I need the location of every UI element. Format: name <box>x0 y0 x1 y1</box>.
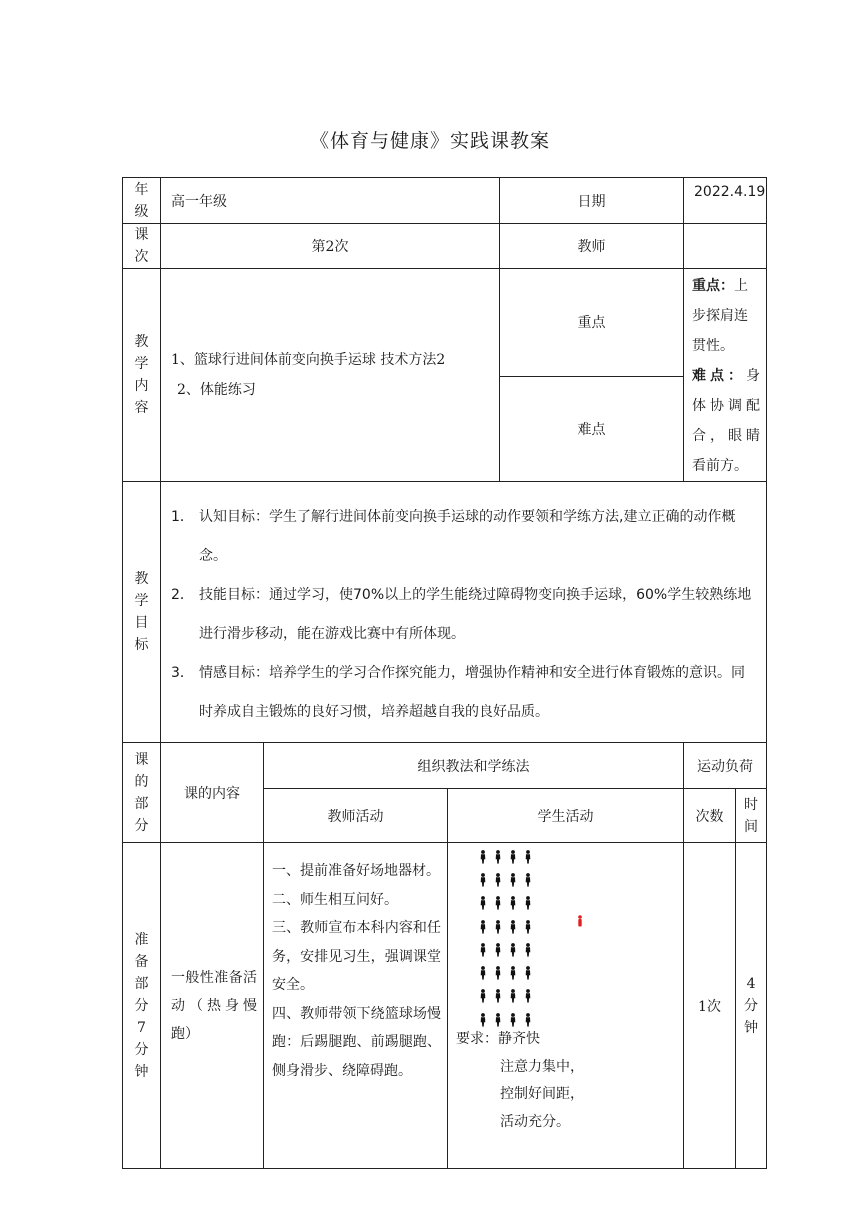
teacher-step: 二、师生相互问好。 <box>272 891 398 908</box>
student-figure-icon <box>523 873 533 887</box>
student-figure-icon <box>478 896 488 910</box>
student-figure-icon <box>478 850 488 864</box>
student-figure-icon <box>493 896 503 910</box>
lesson-value: 第2次 <box>161 224 500 269</box>
student-figure-icon <box>478 920 488 934</box>
requirement-item: 注意力集中， <box>500 1058 584 1075</box>
teacher-step: 四、教师带领下绕篮球场慢跑：后踢腿跑、前踢腿跑、侧身滑步、绕障碍跑。 <box>272 1005 441 1079</box>
goals-label: 教 学 目 标 <box>123 482 161 743</box>
difficult-text: 身体协调配合，眼睛看前方。 <box>692 368 761 474</box>
formation-row <box>478 938 533 961</box>
grade-label: 年 级 <box>123 178 161 224</box>
student-figure-icon <box>508 873 518 887</box>
prep-row <box>123 843 767 1169</box>
key-difficult-text <box>684 269 767 482</box>
grade-row <box>123 178 767 224</box>
method-label: 组织教法和学练法 <box>264 743 684 789</box>
times-label: 次数 <box>684 789 736 843</box>
goals-list <box>161 482 767 743</box>
formation-row <box>478 961 533 984</box>
difficult-title: 难点： <box>692 368 747 384</box>
teacher-label: 教师 <box>500 224 684 269</box>
key-title: 重点： <box>692 278 735 294</box>
prep-times: 1次 <box>684 843 736 1169</box>
requirement-item: 控制好间距， <box>500 1086 584 1102</box>
content-column-label: 课的内容 <box>161 743 264 843</box>
student-figure-icon <box>508 989 518 1003</box>
student-figure-icon <box>523 989 533 1003</box>
content-label: 教 学 内 容 <box>123 269 161 482</box>
part-label: 课 的 部 分 <box>123 743 161 843</box>
teacher-step: 三、教师宣布本科内容和任务，安排见习生，强调课堂安全。 <box>272 920 441 993</box>
prep-student-activity <box>448 843 684 1169</box>
formation-diagram <box>478 845 533 1031</box>
teacher-marker-icon <box>576 915 584 927</box>
student-figure-icon <box>493 873 503 887</box>
lesson-plan-table <box>122 177 767 1169</box>
formation-row <box>478 845 533 868</box>
student-figure-icon <box>523 966 533 980</box>
student-figure-icon <box>478 873 488 887</box>
student-figure-icon <box>508 943 518 957</box>
student-figure-icon <box>493 989 503 1003</box>
goals-row <box>123 482 767 743</box>
grade-value: 高一年级 <box>161 178 500 224</box>
student-figure-icon <box>493 943 503 957</box>
student-figure-icon <box>493 966 503 980</box>
key-label: 重点 <box>500 269 684 377</box>
student-figure-icon <box>508 920 518 934</box>
student-figure-icon <box>508 896 518 910</box>
content-lines <box>161 269 500 482</box>
formation-row <box>478 915 533 938</box>
teacher-value <box>684 224 767 269</box>
formation-row <box>478 868 533 891</box>
student-figure-icon <box>493 850 503 864</box>
student-figure-icon <box>478 943 488 957</box>
prep-teacher-activity <box>264 843 448 1169</box>
student-figure-icon <box>523 850 533 864</box>
requirement-item: 静齐快 <box>498 1031 540 1047</box>
teacher-step: 一、提前准备好场地器材。 <box>272 863 440 879</box>
student-figure-icon <box>478 989 488 1003</box>
prep-content: 一般性准备活动（热身慢跑） <box>161 843 264 1169</box>
student-figure-icon <box>508 850 518 864</box>
student-figure-icon <box>508 1013 518 1027</box>
columns-header-row <box>123 743 767 789</box>
content-row <box>123 269 767 377</box>
content-line: 2、体能练习 <box>177 382 256 398</box>
student-figure-icon <box>523 896 533 910</box>
formation-row <box>478 985 533 1008</box>
goal-item: 1． 认知目标：学生了解行进间体前变向换手运球的动作要领和学练方法,建立正确的动作概念。 <box>171 509 736 564</box>
student-figure-icon <box>493 1013 503 1027</box>
student-activity-label: 学生活动 <box>448 789 684 843</box>
date-value: 2022.4.19 <box>684 178 767 224</box>
goal-item: 3． 情感目标：培养学生的学习合作探究能力，增强协作精神和安全进行体育锻炼的意识。同时养成自主锻炼的良好习惯，培养超越自我的良好品质。 <box>171 665 745 720</box>
student-figure-icon <box>508 966 518 980</box>
student-figure-icon <box>523 1013 533 1027</box>
date-label: 日期 <box>500 178 684 224</box>
student-figure-icon <box>478 966 488 980</box>
lesson-label: 课 次 <box>123 224 161 269</box>
student-figure-icon <box>493 920 503 934</box>
goal-item: 2． 技能目标：通过学习，使70%以上的学生能绕过障碍物变向换手运球，60%学生较熟练地进行滑步移动，能在游戏比赛中有所体现。 <box>171 587 752 642</box>
student-figure-icon <box>478 1013 488 1027</box>
prep-duration: 4 分 钟 <box>736 843 767 1169</box>
duration-label: 时 间 <box>736 789 767 843</box>
key-text: 上步探肩连贯性。 <box>692 278 749 354</box>
page-title: 《体育与健康》实践课教案 <box>309 130 550 152</box>
prep-part-label: 准 备 部 分 7 分 钟 <box>123 843 161 1169</box>
requirements <box>456 1026 584 1136</box>
student-figure-icon <box>523 943 533 957</box>
requirements-title: 要求： <box>456 1031 498 1047</box>
teacher-activity-label: 教师活动 <box>264 789 448 843</box>
formation-row <box>478 892 533 915</box>
load-label: 运动负荷 <box>684 743 767 789</box>
content-line: 1、篮球行进间体前变向换手运球 技术方法2 <box>171 352 446 368</box>
difficult-label: 难点 <box>500 376 684 481</box>
student-figure-icon <box>523 920 533 934</box>
requirement-item: 活动充分。 <box>500 1113 570 1130</box>
lesson-row <box>123 224 767 269</box>
